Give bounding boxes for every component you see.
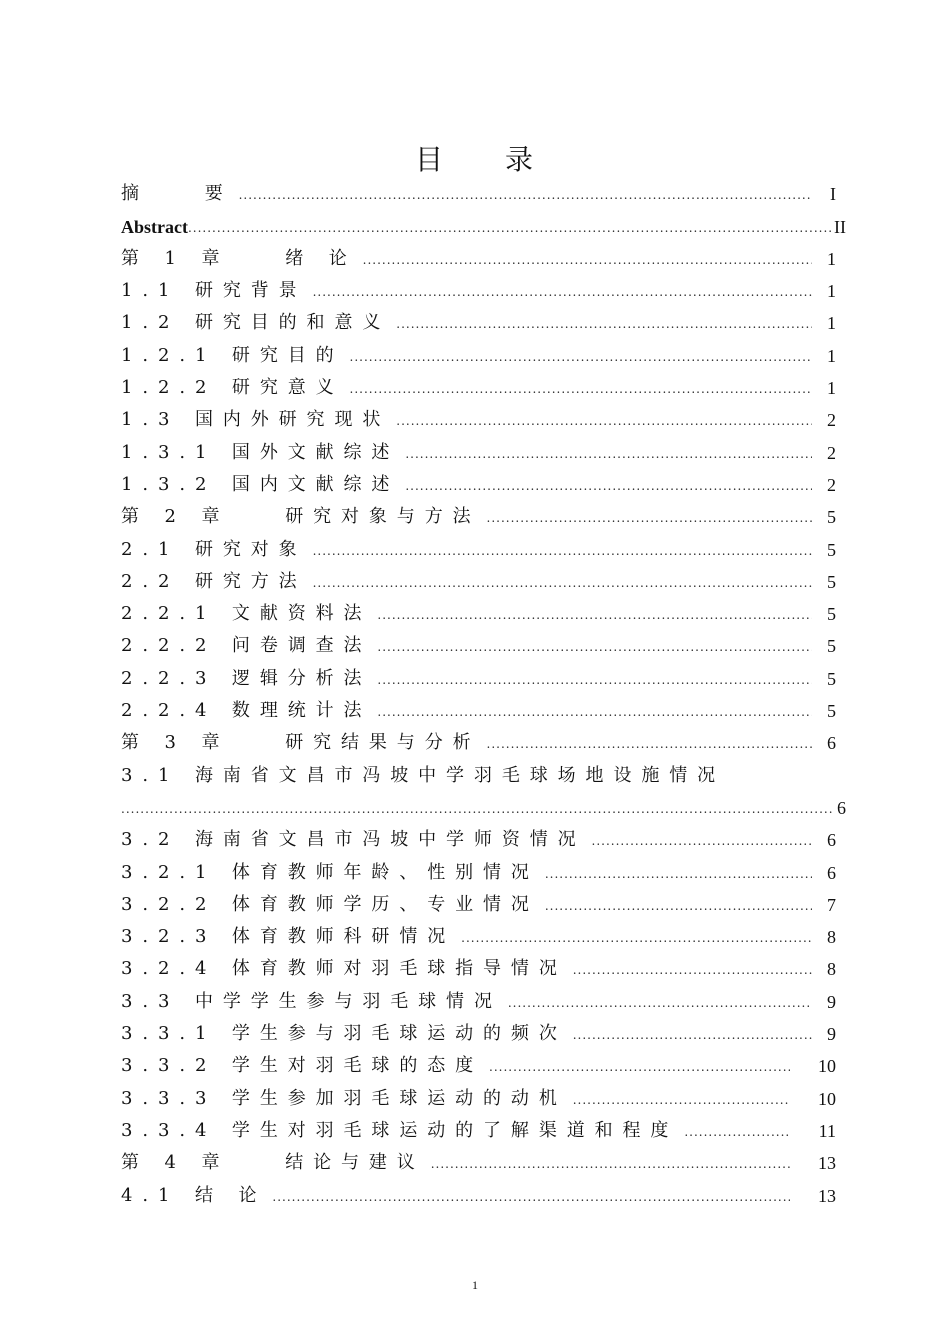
dot-leader: [487, 512, 813, 528]
toc-entry-page: 8: [827, 927, 836, 948]
toc-entry-3-2[interactable]: [121, 819, 836, 851]
toc-entry-label: 3.3.2 学生对羽毛球的态度: [121, 1055, 484, 1077]
toc-entry-page: 6: [827, 862, 836, 883]
toc-title: 目 录: [414, 143, 535, 176]
toc-entry-page: 1: [827, 313, 836, 334]
toc-entry-label: 3.3.1 学生参与羽毛球运动的频次: [121, 1023, 567, 1045]
toc-entry-page: 1: [827, 281, 836, 302]
toc-entry-2-2-1[interactable]: [121, 593, 836, 625]
toc-entry-2-1[interactable]: [121, 528, 836, 560]
toc-entry-label: 第 2 章 研究对象与方法: [121, 506, 481, 528]
toc-entry-1-3-1[interactable]: [121, 431, 836, 463]
toc-entry-3-2-1[interactable]: [121, 851, 836, 883]
toc-entry-label: 第 1 章 绪 论: [121, 247, 357, 269]
toc-entry-label: 3.2.4 体育教师对羽毛球指导情况: [121, 958, 567, 980]
toc-entry-1-2-1[interactable]: [121, 334, 836, 366]
toc-entry-page: 6: [827, 830, 836, 851]
dot-leader: [684, 1126, 790, 1142]
toc-entry-label: 2.2.2 问卷调查法: [121, 635, 372, 657]
toc-entry-label: 3.3.3 学生参加羽毛球运动的动机: [121, 1087, 567, 1109]
toc-entry-label: 1.2 研究目的和意义: [121, 312, 391, 334]
toc-entry-abstract-en[interactable]: [121, 205, 846, 237]
toc-entry-page: 5: [827, 507, 836, 528]
dot-leader: [350, 383, 812, 399]
dot-leader: [121, 803, 832, 819]
toc-entry-3-3[interactable]: [121, 980, 836, 1012]
toc-entry-page: 5: [827, 604, 836, 625]
toc-entry-page: 5: [827, 636, 836, 657]
table-of-contents: [121, 173, 846, 1207]
dot-leader: [396, 415, 812, 431]
toc-entry-label: 1.2.1 研究目的: [121, 344, 344, 366]
dot-leader: [313, 545, 812, 561]
toc-entry-2-2-2[interactable]: [121, 625, 836, 657]
toc-entry-label: 3.2 海南省文昌市冯坡中学师资情况: [121, 829, 586, 851]
toc-entry-chapter-2[interactable]: [121, 496, 836, 528]
toc-entry-3-3-3[interactable]: [121, 1077, 836, 1109]
toc-entry-label: 第 4 章 结论与建议: [121, 1152, 425, 1174]
toc-entry-abstract-cn[interactable]: [121, 173, 836, 205]
toc-entry-label: 4.1 结 论: [121, 1184, 267, 1206]
toc-entry-label: 3.3.4 学生对羽毛球运动的了解渠道和程度: [121, 1119, 679, 1141]
dot-leader: [573, 1029, 812, 1045]
dot-leader: [313, 577, 812, 593]
dot-leader: [188, 222, 832, 238]
toc-entry-page: 2: [827, 442, 836, 463]
dot-leader: [377, 674, 812, 690]
toc-entry-page: 2: [827, 474, 836, 495]
toc-entry-2-2-3[interactable]: [121, 657, 836, 689]
toc-entry-label: 3.2.1 体育教师年龄、性别情况: [121, 861, 539, 883]
toc-entry-1-3-2[interactable]: [121, 464, 836, 496]
toc-entry-page: 9: [827, 991, 836, 1012]
dot-leader: [592, 835, 812, 851]
dot-leader: [363, 254, 812, 270]
toc-entry-label: 2.1 研究对象: [121, 538, 307, 560]
toc-entry-3-3-2[interactable]: [121, 1045, 836, 1077]
toc-entry-2-2[interactable]: [121, 561, 836, 593]
toc-entry-page: 13: [818, 1185, 836, 1206]
toc-entry-label: 第 3 章 研究结果与分析: [121, 732, 481, 754]
dot-leader: [313, 286, 812, 302]
page-number: 1: [472, 1278, 478, 1292]
dot-leader: [396, 318, 812, 334]
toc-entry-label: 3.2.2 体育教师学历、专业情况: [121, 893, 539, 915]
toc-entry-page: I: [830, 184, 836, 205]
dot-leader: [573, 1094, 790, 1110]
toc-entry-label: 1.2.2 研究意义: [121, 377, 344, 399]
toc-entry-page: 5: [827, 571, 836, 592]
toc-entry-page: 7: [827, 894, 836, 915]
toc-entry-1-1[interactable]: [121, 270, 836, 302]
toc-entry-3-2-2[interactable]: [121, 884, 836, 916]
dot-leader: [431, 1158, 790, 1174]
toc-entry-3-2-4[interactable]: [121, 948, 836, 980]
toc-entry-label: 1.3.2 国内文献综述: [121, 473, 400, 495]
toc-entry-label: 2.2.3 逻辑分析法: [121, 667, 372, 689]
toc-entry-page: 6: [837, 797, 846, 818]
toc-entry-page: 10: [818, 1056, 836, 1077]
toc-entry-page: 9: [827, 1024, 836, 1045]
toc-entry-page: 5: [827, 668, 836, 689]
toc-entry-label: 3.1 海南省文昌市冯坡中学羽毛球场地设施情况: [121, 764, 726, 786]
toc-entry-page: 8: [827, 959, 836, 980]
toc-entry-3-1-continued[interactable]: [121, 787, 846, 819]
toc-entry-1-2[interactable]: [121, 302, 836, 334]
toc-entry-label: 1.1 研究背景: [121, 280, 307, 302]
dot-leader: [573, 964, 812, 980]
toc-entry-page: 1: [827, 248, 836, 269]
toc-entry-label: 2.2.1 文献资料法: [121, 603, 372, 625]
toc-entry-label: 1.3.1 国外文献综述: [121, 441, 400, 463]
toc-entry-page: 1: [827, 378, 836, 399]
toc-entry-3-2-3[interactable]: [121, 916, 836, 948]
toc-entry-label: 2.2.4 数理统计法: [121, 700, 372, 722]
dot-leader: [377, 609, 812, 625]
dot-leader: [272, 1191, 790, 1207]
toc-entry-page: II: [834, 216, 846, 237]
dot-leader: [545, 868, 812, 884]
toc-entry-3-1[interactable]: [121, 754, 836, 786]
dot-leader: [350, 351, 812, 367]
toc-entry-3-3-4[interactable]: [121, 1110, 836, 1142]
toc-entry-1-3[interactable]: [121, 399, 836, 431]
dot-leader: [545, 900, 812, 916]
toc-entry-label: 3.2.3 体育教师科研情况: [121, 926, 456, 948]
dot-leader: [461, 932, 812, 948]
toc-entry-page: 6: [827, 733, 836, 754]
toc-entry-4-1[interactable]: [121, 1174, 836, 1206]
toc-entry-page: 5: [827, 539, 836, 560]
toc-entry-label: 摘 要: [121, 183, 233, 205]
toc-entry-page: 10: [818, 1088, 836, 1109]
toc-entry-label: Abstract: [121, 216, 188, 237]
dot-leader: [405, 448, 812, 464]
toc-entry-page: 2: [827, 410, 836, 431]
toc-entry-label: 3.3 中学学生参与羽毛球情况: [121, 990, 502, 1012]
toc-entry-chapter-3[interactable]: [121, 722, 836, 754]
toc-entry-label: 2.2 研究方法: [121, 570, 307, 592]
dot-leader: [508, 997, 812, 1013]
toc-entry-1-2-2[interactable]: [121, 367, 836, 399]
toc-entry-3-3-1[interactable]: [121, 1013, 836, 1045]
toc-entry-label: 1.3 国内外研究现状: [121, 409, 391, 431]
toc-entry-page: 13: [818, 1153, 836, 1174]
dot-leader: [377, 641, 812, 657]
dot-leader: [239, 189, 812, 205]
toc-entry-chapter-1[interactable]: [121, 238, 836, 270]
toc-entry-page: 11: [818, 1120, 836, 1141]
toc-entry-2-2-4[interactable]: [121, 690, 836, 722]
toc-entry-page: 1: [827, 345, 836, 366]
toc-entry-page: 5: [827, 701, 836, 722]
dot-leader: [377, 706, 812, 722]
dot-leader: [405, 480, 812, 496]
dot-leader: [489, 1061, 790, 1077]
toc-entry-chapter-4[interactable]: [121, 1142, 836, 1174]
dot-leader: [487, 738, 813, 754]
